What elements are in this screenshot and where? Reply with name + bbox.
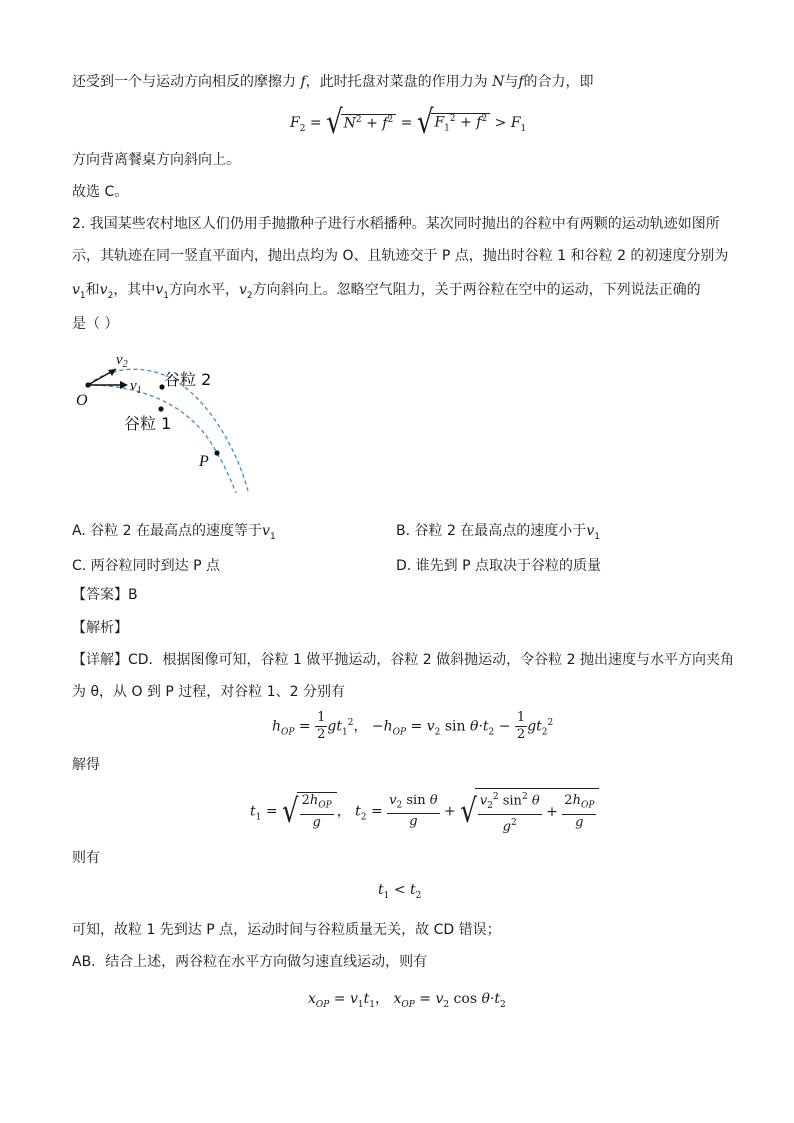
option-d[interactable]: D. 谁先到 P 点取决于谷粒的质量 bbox=[396, 558, 602, 574]
text-seg: ，此时托盘对菜盘的作用力为 bbox=[305, 74, 488, 90]
point-O bbox=[85, 382, 90, 387]
point-grain-1 bbox=[158, 406, 163, 411]
text-seg: ，其中 bbox=[113, 282, 156, 298]
detail-text: CD．根据图像可知，谷粒 1 做平抛运动，谷粒 2 做斜抛运动，令谷粒 2 抛出速度与水平方向夹角 bbox=[128, 652, 734, 668]
ab-line: AB．结合上述，两谷粒在水平方向做匀速直线运动，则有 bbox=[72, 954, 428, 970]
text-seg: 还受到一个与运动方向相反的摩擦力 bbox=[72, 74, 296, 90]
question-2-line-4: 是（ ） bbox=[72, 316, 119, 332]
sub: 1 bbox=[163, 290, 169, 301]
trajectory-figure bbox=[72, 345, 262, 500]
label-v1: $v_1$ bbox=[130, 378, 142, 396]
symbol-v: v bbox=[155, 282, 164, 298]
text-line-1 bbox=[72, 72, 594, 92]
detail-line-2: 为 θ，从 O 到 P 过程，对谷粒 1、2 分别有 bbox=[72, 684, 345, 700]
text-line-4: 故选 C。 bbox=[72, 184, 129, 200]
equation-f2: $F_2 = √N^2 + f^2 = √F_1^2 + f^2 > F_1$ bbox=[290, 104, 527, 142]
symbol-v: v bbox=[99, 282, 108, 298]
option-a[interactable]: A. 谷粒 2 在最高点的速度等于$v_1$ bbox=[72, 523, 276, 542]
question-2-line-2: 示，其轨迹在同一竖直平面内，抛出点均为 O、且轨迹交于 P 点，抛出时谷粒 1 和谷粒 2 的初速度分别为 bbox=[72, 248, 729, 264]
text-seg: 与 bbox=[504, 74, 519, 90]
symbol-N: N bbox=[492, 74, 505, 90]
answer-label: 【答案】 bbox=[72, 587, 128, 603]
symbol-f: f bbox=[300, 74, 306, 90]
detail-line-1 bbox=[72, 650, 734, 670]
option-c[interactable]: C. 两谷粒同时到达 P 点 bbox=[72, 558, 221, 574]
option-a-text: A. 谷粒 2 在最高点的速度等于 bbox=[72, 523, 263, 539]
conclusion-line: 可知，故粒 1 先到达 P 点，运动时间与谷粒质量无关，故 CD 错误； bbox=[72, 922, 501, 938]
label-grain-1: 谷粒 1 bbox=[124, 414, 172, 433]
answer-value: B bbox=[128, 587, 138, 603]
point-P bbox=[214, 450, 219, 455]
symbol-v: v bbox=[238, 282, 247, 298]
question-2-line-1: 2. 我国某些农村地区人们仍用手抛撒种子进行水稻播种。某次同时抛出的谷粒中有两颗的运动轨迹如图所 bbox=[72, 216, 720, 232]
option-b-text: B. 谷粒 2 在最高点的速度小于 bbox=[396, 523, 587, 539]
detail-label: 【详解】 bbox=[72, 652, 128, 668]
analysis-label: 【解析】 bbox=[72, 620, 128, 636]
trajectory-grain-1 bbox=[88, 385, 236, 493]
text-seg: 的合力，即 bbox=[523, 74, 594, 90]
text-line-3: 方向背离餐桌方向斜向上。 bbox=[72, 152, 240, 168]
answer-line bbox=[72, 585, 138, 605]
label-P: P bbox=[199, 453, 209, 470]
text-seg: 方向水平， bbox=[168, 282, 239, 298]
label-grain-2: 谷粒 2 bbox=[164, 370, 212, 389]
label-v2: $v_2$ bbox=[116, 352, 128, 370]
question-2-line-3 bbox=[72, 280, 701, 306]
text-seg: 方向斜向上。忽略空气阻力，关于两谷粒在空中的运动，下列说法正确的 bbox=[252, 282, 701, 298]
solve-label: 解得 bbox=[72, 757, 100, 773]
equation-h: $h_{OP}$ = $\frac{1}{2}$ $gt_1^2$， $-h_{OP} = v_2$ $\sin \theta\cdot t_2$ − $\frac{1}{2}$ $gt_2^2$ bbox=[272, 710, 554, 742]
label-O: O bbox=[76, 392, 88, 409]
equation-compare: $t_1 < t_2$ bbox=[378, 882, 422, 901]
sub: 2 bbox=[246, 290, 253, 301]
equation-t: $t_1$ = √ $\frac{2h_{OP}}{g}$ ， $t_2$ = $\frac{v_2 \sin \theta}{g}$ + √ $\frac{v_2^2 \sin^2 \theta}{g^2}$ + $\frac{2h_{OP}}{g}$ bbox=[250, 788, 599, 835]
sub: 2 bbox=[107, 290, 114, 301]
sub: 1 bbox=[79, 290, 86, 301]
option-b[interactable]: B. 谷粒 2 在最高点的速度小于$v_1$ bbox=[396, 523, 600, 542]
equation-x: $x_{OP} = v_1t_1$， $x_{OP} = v_2$ $\cos \theta\cdot t_2$ bbox=[308, 991, 506, 1010]
symbol-v: v bbox=[72, 282, 80, 298]
symbol-f: f bbox=[518, 74, 524, 90]
then-label: 则有 bbox=[72, 850, 100, 866]
text-seg: 和 bbox=[85, 282, 100, 298]
